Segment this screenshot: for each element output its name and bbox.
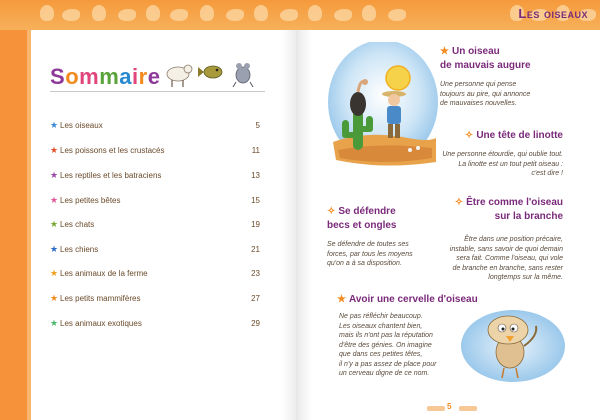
definition-line: Une personne étourdie, qui oublie tout. [442,151,563,158]
star-icon: ✧ [454,197,464,208]
expression-title [455,196,563,224]
star-icon: ★ [50,170,59,180]
page-number: 5 [447,402,452,411]
star-icon: ✧ [464,130,474,141]
star-icon: ★ [50,195,59,205]
title-letter: e [147,64,161,89]
toc-item[interactable] [50,145,260,159]
goat-illustration [167,65,192,87]
title-line: becs et ongles [327,220,397,231]
animal-silhouette-icon [200,5,214,21]
definition-line: de branche en branche, sans rester [452,264,563,272]
toc-page: 11 [251,146,260,155]
toc-label: Les petites bêtes [60,196,121,205]
expression-title [440,45,531,73]
title-line: de mauvais augure [440,60,531,71]
toc-page: 5 [255,121,260,130]
title-letter: m [99,64,120,89]
title-line: Être comme l'oiseau [466,197,563,208]
definition-line: Une personne qui pense [440,81,517,88]
animal-silhouette-icon [388,9,406,21]
title-line: sur la branche [494,211,563,222]
title-line: Avoir une cervelle d'oiseau [348,294,478,305]
definition-line: Se défendre de toutes ses [327,241,409,248]
definition-line: il n'y a pas assez de place pour [339,360,437,368]
star-icon: ★ [50,244,59,254]
animal-silhouette-icon [280,9,298,21]
title-line: Se défendre [338,206,396,217]
star-icon: ✧ [327,206,336,217]
definition-line: que dans ces petites têtes, [339,351,423,358]
star-icon: ★ [50,293,59,303]
definition-line: forces, par tous les moyens [327,250,413,258]
top-decorative-band [0,0,600,30]
toc-item[interactable] [50,268,260,282]
toc-label: Les animaux de la ferme [60,269,148,278]
title-line: Une tête de linotte [476,130,563,141]
toc-item[interactable] [50,170,260,184]
title-letter: a [119,64,133,89]
definition-line: Être dans une position précaire, [464,236,563,243]
toc-item[interactable] [50,195,260,209]
toc-page: 23 [251,269,260,278]
mouse-illustration [233,63,253,87]
definition-line: c'est dire ! [531,170,563,177]
star-icon: ★ [50,318,59,328]
animal-silhouette-icon [334,9,352,21]
expression-title [327,205,396,233]
definition-line: toujours au pire, qui annonce [440,90,531,98]
footer-ornament [459,406,477,411]
toc-item[interactable] [50,120,260,134]
animal-silhouette-icon [40,5,54,21]
sommaire-divider [50,91,265,92]
expression-title [337,293,478,307]
animal-silhouette-icon [362,5,376,21]
star-icon: ★ [337,294,346,305]
toc-page: 29 [251,319,260,328]
animal-silhouette-icon [146,5,160,21]
sun-icon [386,66,410,90]
star-icon: ★ [50,145,59,155]
toc-label: Les chats [60,220,95,229]
expression-definition [339,312,436,379]
animal-silhouette-icon [92,5,106,21]
expression-definition [450,235,563,283]
desert-vulture-illustration [328,42,438,172]
fish-illustration [198,66,222,78]
animal-silhouette-icon [226,9,244,21]
toc-label: Les reptiles et les batraciens [60,171,162,180]
toc-item[interactable] [50,293,260,307]
title-letter: o [65,64,80,89]
animal-silhouette-icon [308,5,322,21]
expression-definition [440,80,530,109]
animal-silhouette-icon [118,9,136,21]
section-title: Les oiseaux [518,6,588,21]
star-icon: ★ [50,219,59,229]
title-letter: m [79,64,100,89]
footer-ornament [427,406,445,411]
title-letter: S [50,64,66,89]
toc-label: Les oiseaux [60,121,103,130]
animal-silhouette-icon [62,9,80,21]
definition-line: La linotte est un tout petit oiseau : [458,160,563,168]
expression-definition [442,150,563,179]
toc-label: Les animaux exotiques [60,319,142,328]
toc-page: 13 [251,171,260,180]
left-page-spine [0,30,31,420]
toc-label: Les petits mammifères [60,294,141,303]
toc-page: 15 [251,196,260,205]
definition-line: longtemps sur la même. [488,274,563,281]
star-icon: ★ [50,120,59,130]
toc-label: Les chiens [60,245,99,254]
expression-title [465,129,563,143]
definition-line: sera fait. Comme l'oiseau, qui vole [456,255,563,262]
definition-line: un cerveau digne de ce nom. [339,370,430,377]
toc-item[interactable] [50,318,260,332]
toc-item[interactable] [50,244,260,258]
star-icon: ★ [50,268,59,278]
toc-item[interactable] [50,219,260,233]
animal-silhouette-icon [254,5,268,21]
sommaire-title [50,64,160,90]
title-letter: r [138,64,148,89]
definition-line: qu'on a à sa disposition. [327,260,402,267]
definition-line: Les oiseaux chantent bien, [339,322,423,330]
definition-line: mais ils n'ont pas la réputation [339,332,433,339]
page-gutter [282,30,312,420]
sommaire-animal-illustrations [163,60,263,90]
definition-line: Ne pas réfléchir beaucoup. [339,313,423,320]
toc-label: Les poissons et les crustacés [60,146,165,155]
title-line: Un oiseau [451,46,500,57]
animal-silhouette-icon [170,9,188,21]
bird-illustration [458,306,568,386]
toc-page: 27 [251,294,260,303]
title-letter: i [132,64,139,89]
definition-line: instable, sans savoir de quoi demain [449,245,563,253]
star-icon: ★ [440,46,449,57]
definition-line: d'être des génies. On imagine [339,341,432,349]
definition-line: de mauvaises nouvelles. [440,100,517,107]
toc-page: 19 [251,220,260,229]
toc-page: 21 [251,245,260,254]
expression-definition [327,240,413,269]
